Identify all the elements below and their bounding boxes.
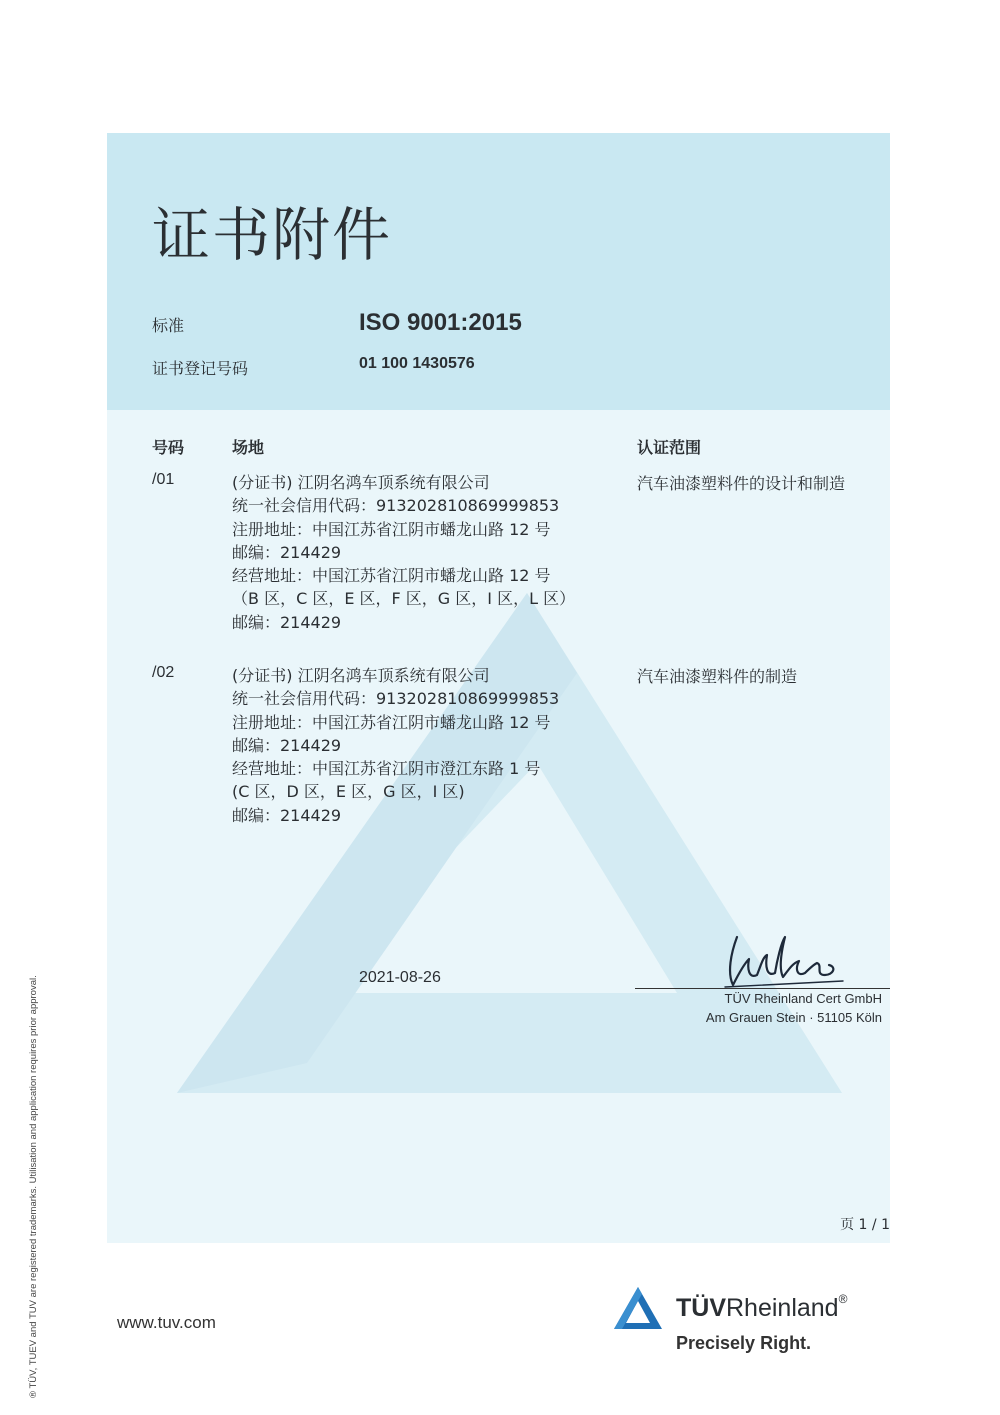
page-number: 页 1 / 1: [840, 1217, 890, 1233]
signature-line: [635, 988, 890, 989]
entry-line: 注册地址：中国江苏省江阴市蟠龙山路 12 号: [232, 519, 551, 539]
column-header-number: 号码: [152, 438, 185, 457]
issuer-address: Am Grauen Stein · 51105 Köln: [705, 1010, 882, 1025]
issuer-name: TÜV Rheinland Cert GmbH: [724, 991, 882, 1006]
website-link[interactable]: www.tuv.com: [117, 1313, 216, 1332]
brand-name-rest: Rheinland: [726, 1294, 839, 1322]
certificate-number-value: 01 100 1430576: [359, 355, 475, 372]
standard-label: 标准: [152, 316, 185, 335]
entry-line: 统一社会信用代码：913202810869999853: [232, 496, 560, 516]
entry-line: 邮编：214429: [232, 542, 342, 562]
entry-site-details: [232, 471, 575, 634]
signature: [719, 929, 849, 991]
entry-number: /01: [152, 471, 175, 488]
entry-line: (分证书) 江阴名鸿车顶系统有限公司: [232, 473, 490, 492]
column-header-scope: 认证范围: [637, 438, 702, 457]
certificate-panel: [107, 133, 890, 1243]
entry-line: 经营地址：中国江苏省江阴市蟠龙山路 12 号: [232, 566, 551, 586]
certificate-number-label: 证书登记号码: [152, 359, 249, 378]
brand-name-bold: TÜV: [676, 1294, 726, 1322]
brand-name: [676, 1291, 848, 1323]
standard-value: ISO 9001:2015: [359, 309, 522, 336]
entry-line: 邮编：214429: [232, 805, 342, 825]
tuv-triangle-logo-icon: [612, 1285, 664, 1333]
entry-line: 统一社会信用代码：913202810869999853: [232, 689, 560, 709]
issue-date: 2021-08-26: [359, 969, 441, 986]
entry-line: 注册地址：中国江苏省江阴市蟠龙山路 12 号: [232, 712, 551, 732]
trademark-notice: ® TÜV, TUEV and TUV are registered trademarks. Utilisation and application requires prior approval.: [28, 975, 39, 1398]
entry-line: (C 区，D 区，E 区，G 区，I 区): [232, 782, 465, 802]
entry-line: 邮编：214429: [232, 735, 342, 755]
entry-line: 邮编：214429: [232, 612, 342, 632]
page-title: 证书附件: [152, 201, 393, 269]
entry-line: (分证书) 江阴名鸿车顶系统有限公司: [232, 666, 490, 685]
registered-mark: ®: [838, 1291, 848, 1306]
entry-line: （B 区，C 区，E 区，F 区，G 区，I 区，L 区）: [232, 589, 576, 609]
entry-scope: 汽车油漆塑料件的设计和制造: [637, 474, 846, 493]
entry-scope: 汽车油漆塑料件的制造: [637, 667, 798, 686]
entry-site-details: [232, 664, 559, 827]
entry-line: 经营地址：中国江苏省江阴市澄江东路 1 号: [232, 759, 541, 779]
entry-number: /02: [152, 664, 175, 681]
column-header-site: 场地: [232, 438, 265, 457]
brand-tagline: Precisely Right.: [676, 1333, 812, 1353]
